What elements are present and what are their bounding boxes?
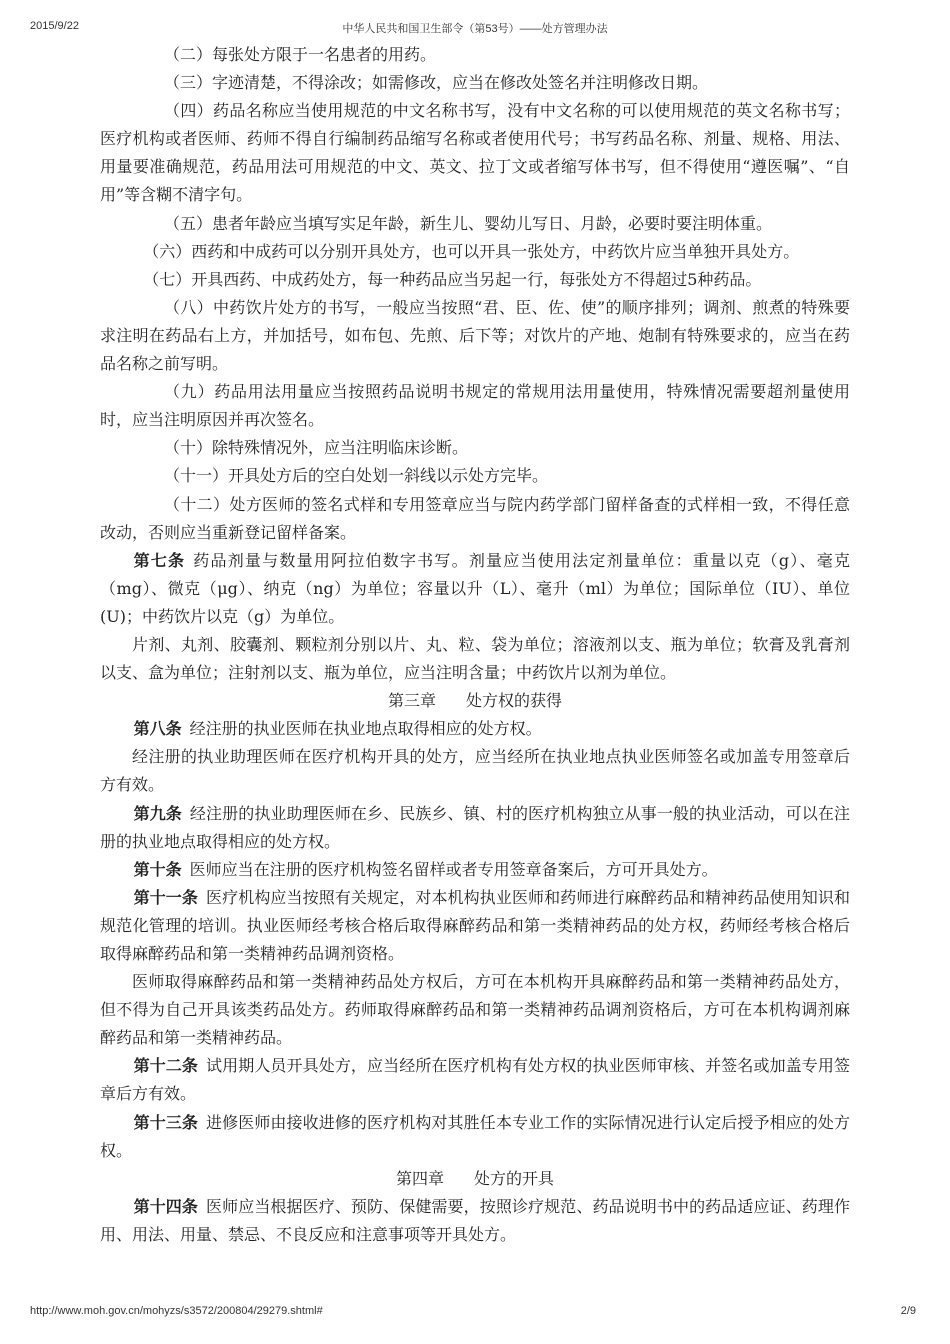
chapter-number: 第四章 xyxy=(395,1168,444,1188)
article-text: 医师应当根据医疗、预防、保健需要，按照诊疗规范、药品说明书中的药品适应证、药理作用、用法、用量、禁忌、不良反应和注意事项等开具处方。 xyxy=(100,1196,850,1244)
article-label: 第十四条 xyxy=(133,1196,199,1216)
source-url: http://www.moh.gov.cn/mohyzs/s3572/200804/29279.shtml# xyxy=(30,1305,323,1317)
article-label: 第九条 xyxy=(133,803,182,823)
article-11 xyxy=(100,884,850,968)
item-3: （三）字迹清楚，不得涂改；如需修改，应当在修改处签名并注明修改日期。 xyxy=(164,73,709,93)
item-10: （十）除特殊情况外，应当注明临床诊断。 xyxy=(164,438,469,458)
item-6: （六）西药和中成药可以分别开具处方，也可以开具一张处方，中药饮片应当单独开具处方。 xyxy=(143,241,800,261)
article-label: 第十二条 xyxy=(133,1056,199,1076)
article-text: 经注册的执业助理医师在乡、民族乡、镇、村的医疗机构独立从事一般的执业活动，可以在注册的执业地点取得相应的处方权。 xyxy=(100,803,850,851)
item-12: （十二）处方医师的签名式样和专用签章应当与院内药学部门留样备查的式样相一致，不得任意改动，否则应当重新登记留样备案。 xyxy=(100,494,850,542)
article-11-para-2: 医师取得麻醉药品和第一类精神药品处方权后，方可在本机构开具麻醉药品和第一类精神药品处方，但不得为自己开具该类药品处方。药师取得麻醉药品和第一类精神药品调剂资格后，方可在本机构调剂麻醉药品和第一类精神药品。 xyxy=(100,972,850,1048)
article-text: 药品剂量与数量用阿拉伯数字书写。剂量应当使用法定剂量单位：重量以克（g）、毫克（mg）、微克（μg）、纳克（ng）为单位；容量以升（L）、毫升（ml）为单位；国际单位（IU）、单位(U)；中药饮片以克（g）为单位。 xyxy=(100,550,850,626)
chapter-title: 处方权的获得 xyxy=(466,691,563,711)
print-date: 2015/9/22 xyxy=(30,20,79,32)
article-text: 经注册的执业医师在执业地点取得相应的处方权。 xyxy=(189,719,542,739)
article-text: 医师应当在注册的医疗机构签名留样或者专用签章备案后，方可开具处方。 xyxy=(189,859,718,879)
article-8-para-2: 经注册的执业助理医师在医疗机构开具的处方，应当经所在执业地点执业医师签名或加盖专用签章后方有效。 xyxy=(100,747,850,795)
chapter-3-heading xyxy=(100,687,850,715)
item-8: （八）中药饮片处方的书写，一般应当按照“君、臣、佐、使”的顺序排列；调剂、煎煮的特殊要求注明在药品右上方，并加括号，如布包、先煎、后下等；对饮片的产地、炮制有特殊要求的，应当在药品名称之前写明。 xyxy=(100,297,850,374)
article-label: 第十一条 xyxy=(133,887,199,907)
article-14 xyxy=(100,1193,850,1249)
article-label: 第十三条 xyxy=(133,1112,199,1132)
article-label: 第十条 xyxy=(133,859,182,879)
chapter-number: 第三章 xyxy=(387,691,436,711)
item-5: （五）患者年龄应当填写实足年龄，新生儿、婴幼儿写日、月龄，必要时要注明体重。 xyxy=(164,213,773,233)
article-10 xyxy=(100,856,850,884)
document-body xyxy=(100,41,850,1249)
article-label: 第八条 xyxy=(133,719,182,739)
chapter-4-heading xyxy=(100,1165,850,1193)
item-11: （十一）开具处方后的空白处划一斜线以示处方完毕。 xyxy=(164,466,549,486)
item-2: （二）每张处方限于一名患者的用药。 xyxy=(164,45,437,64)
article-text: 进修医师由接收进修的医疗机构对其胜任本专业工作的实际情况进行认定后授予相应的处方权。 xyxy=(100,1112,850,1160)
article-7-para-2: 片剂、丸剂、胶囊剂、颗粒剂分别以片、丸、粒、袋为单位；溶液剂以支、瓶为单位；软膏及乳膏剂以支、盒为单位；注射剂以支、瓶为单位，应当注明含量；中药饮片以剂为单位。 xyxy=(100,634,850,683)
article-13 xyxy=(100,1109,850,1165)
article-9 xyxy=(100,800,850,856)
item-9: （九）药品用法用量应当按照药品说明书规定的常规用法用量使用，特殊情况需要超剂量使用时，应当注明原因并再次签名。 xyxy=(100,382,850,430)
article-text: 试用期人员开具处方，应当经所在医疗机构有处方权的执业医师审核、并签名或加盖专用签章后方有效。 xyxy=(100,1056,850,1104)
page-header-title: 中华人民共和国卫生部令（第53号）——处方管理办法 xyxy=(342,23,608,35)
article-8 xyxy=(100,715,850,743)
page-number: 2/9 xyxy=(900,1305,916,1317)
article-12 xyxy=(100,1052,850,1108)
article-text: 医疗机构应当按照有关规定，对本机构执业医师和药师进行麻醉药品和精神药品使用知识和规范化管理的培训。执业医师经考核合格后取得麻醉药品和第一类精神药品的处方权，药师经考核合格后取得麻醉药品和第一类精神药品调剂资格。 xyxy=(100,887,850,963)
article-label: 第七条 xyxy=(133,550,186,570)
item-4: （四）药品名称应当使用规范的中文名称书写，没有中文名称的可以使用规范的英文名称书写；医疗机构或者医师、药师不得自行编制药品缩写名称或者使用代号；书写药品名称、剂量、规格、用法、用量要准确规范，药品用法可用规范的中文、英文、拉丁文或者缩写体书写，但不得使用“遵医嘱”、“自用”等含糊不清字句。 xyxy=(100,101,850,205)
article-7 xyxy=(100,547,850,631)
item-7: （七）开具西药、中成药处方，每一种药品应当另起一行，每张处方不得超过5种药品。 xyxy=(143,269,762,289)
chapter-title: 处方的开具 xyxy=(474,1168,555,1188)
